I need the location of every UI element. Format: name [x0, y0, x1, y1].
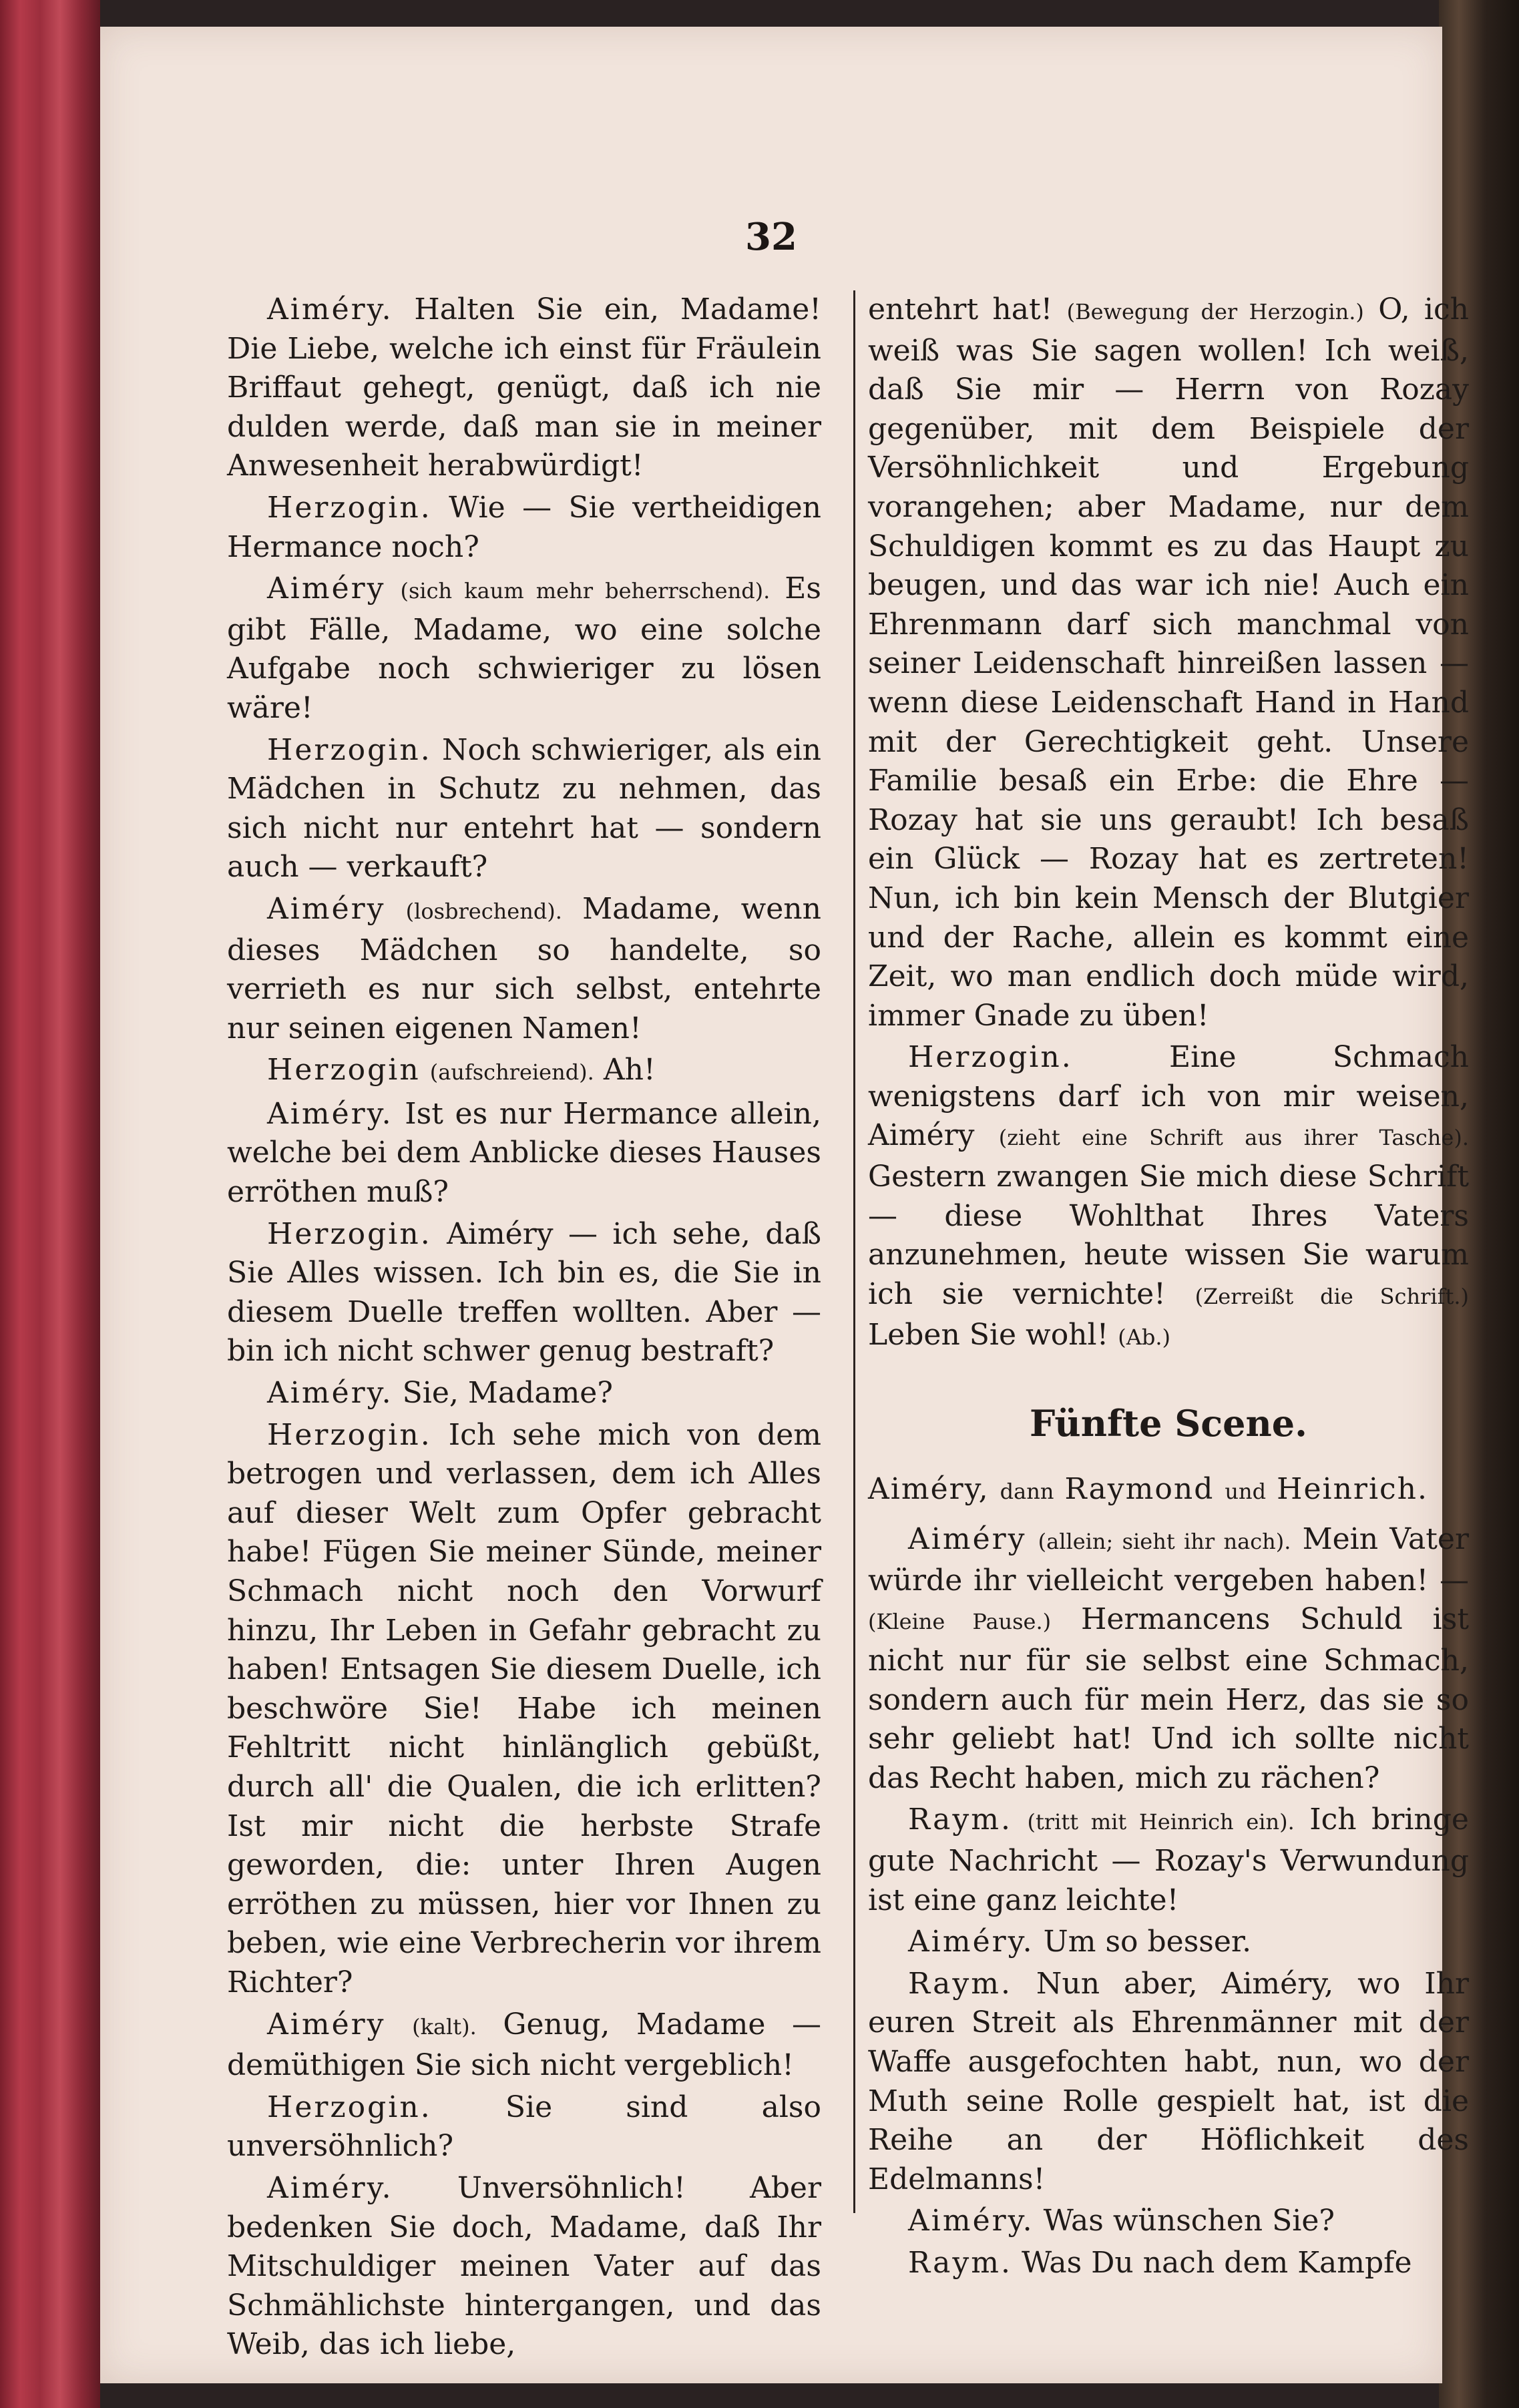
- stage-direction: (kalt).: [412, 2013, 477, 2039]
- cast-name: Aiméry,: [868, 1471, 990, 1506]
- dialogue-line: [227, 2005, 821, 2086]
- cast-conjunction: und: [1225, 1478, 1267, 1504]
- dialogue-line: [868, 1800, 1469, 1920]
- speaker-name: Aiméry: [908, 1522, 1027, 1557]
- dialogue-line: [227, 2169, 821, 2365]
- dialogue-text: Ist es nur Hermance allein, welche bei dem Anblicke dieses Hauses erröthen muß?: [227, 1096, 821, 1210]
- dialogue-text: Sie sind also unversöhnlich?: [227, 2090, 821, 2164]
- dialogue-line: [227, 569, 821, 728]
- dialogue-text: Aiméry — ich sehe, daß Sie Alles wissen. Ich bin es, die Sie in diesem Duelle treffen wollten. Aber — bin ich nicht schwer genug bestraft?: [227, 1216, 821, 1369]
- stage-direction: (zieht eine Schrift aus ihrer Tasche).: [998, 1125, 1469, 1151]
- dialogue-text: Noch schwieriger, als ein Mädchen in Schutz zu nehmen, das sich nicht nur entehrt hat — sondern auch — verkauft?: [227, 732, 821, 885]
- dialogue-line: [227, 1095, 821, 1212]
- dialogue-line: [227, 1416, 821, 2003]
- speaker-name: Herzogin.: [267, 2090, 432, 2124]
- dialogue-text: Um so besser.: [1043, 1925, 1252, 1959]
- page-paper: [100, 27, 1469, 2383]
- page-number: 32: [745, 215, 797, 259]
- dialogue-text: O, ich weiß was Sie sagen wollen! Ich weiß, daß Sie mir — Herrn von Rozay gegenüber, mit dem Beispiele der Versöhnlichkeit und Ergebung vorangehen; aber Madame, nur dem Schuldigen kommt es zu das Haupt zu beugen, und das war ich nie! Auch ein Ehrenmann darf sich manchmal von seiner Leidenschaft hinreißen lassen — wenn diese Leidenschaft Hand in Hand mit der Gerechtigkeit geht. Unsere Familie besaß ein Erbe: die Ehre — Rozay hat sie uns geraubt! Ich besaß ein Glück — Rozay hat es zertreten! Nun, ich bin kein Mensch der Blutgier und der Rache, allein es kommt eine Zeit, wo man endlich doch müde wird, immer Gnade zu üben!: [868, 292, 1469, 1033]
- stage-direction: (Kleine Pause.): [868, 1609, 1052, 1635]
- speaker-name: Aiméry: [267, 571, 386, 606]
- dialogue-line: [227, 731, 821, 887]
- column-divider: [853, 290, 855, 2213]
- speaker-name: Herzogin.: [267, 732, 432, 767]
- speaker-name: Aiméry.: [908, 1925, 1034, 1959]
- speaker-name: Aiméry.: [267, 1376, 393, 1411]
- stage-direction: (aufschreiend).: [429, 1059, 594, 1086]
- dialogue-text: Was Du nach dem Kampfe: [1021, 2245, 1412, 2280]
- dialogue-line: [227, 290, 821, 486]
- dialogue-line: [227, 1374, 821, 1413]
- dialogue-text: Ich sehe mich von dem betrogen und verlassen, dem ich Alles auf dieser Welt zum Opfer gebracht habe! Fügen Sie meiner Sünde, meiner Schmach nicht noch den Vorwurf hinzu, Ihr Leben in Gefahr gebracht zu haben! Entsagen Sie diesem Duelle, ich beschwöre Sie! Habe ich meinen Fehltritt nicht hinlänglich gebüßt, durch all' die Qualen, die ich erlitten? Ist mir nicht die herbste Strafe geworden, die: unter Ihren Augen erröthen zu müssen, hier vor Ihnen zu beben, wie eine Verbrecherin vor ihrem Richter?: [227, 1417, 821, 1999]
- left-column: [227, 290, 821, 2367]
- dialogue-line: [868, 2244, 1469, 2283]
- speaker-name: Aiméry: [267, 891, 386, 926]
- dialogue-line: [227, 1051, 821, 1092]
- speaker-name: Herzogin.: [267, 490, 432, 525]
- speaker-name: Aiméry: [267, 2007, 386, 2041]
- dialogue-text: Ich bringe gute Nachricht — Rozay's Verwundung ist eine ganz leichte!: [868, 1802, 1469, 1917]
- dialogue-continuation: [868, 290, 1469, 1035]
- cast-name: Heinrich.: [1277, 1471, 1428, 1506]
- dialogue-text: Hermancens Schuld ist nicht nur für sie selbst eine Schmach, sondern auch für mein Herz, das sie so sehr geliebt hat! Und ich sollte nicht das Recht haben, mich zu rächen?: [868, 1602, 1469, 1795]
- dialogue-line: [227, 1215, 821, 1371]
- speaker-name: Aiméry.: [267, 2170, 393, 2205]
- dialogue-line: [227, 890, 821, 1048]
- speaker-name: Herzogin.: [908, 1040, 1073, 1075]
- cast-name: Raymond: [1064, 1471, 1215, 1506]
- stage-direction: (sich kaum mehr beherrschend).: [400, 578, 771, 604]
- dialogue-text: Es gibt Fälle, Madame, wo eine solche Aufgabe noch schwieriger zu lösen wäre!: [227, 571, 821, 725]
- stage-direction: (Bewegung der Herzogin.): [1066, 299, 1364, 324]
- dialogue-text: Eine Schmach wenigstens darf ich von mir weisen, Aiméry: [868, 1040, 1469, 1153]
- dialogue-text: Leben Sie wohl!: [868, 1318, 1109, 1353]
- speaker-name: Raym.: [908, 1802, 1012, 1837]
- dialogue-text: Unversöhnlich! Aber bedenken Sie doch, Madame, daß Ihr Mitschuldiger meinen Vater auf das Schmählichste hintergangen, und das Weib, das ich liebe,: [227, 2170, 821, 2362]
- dialogue-text: Was wünschen Sie?: [1043, 2204, 1335, 2238]
- stage-direction: (losbrechend).: [405, 898, 562, 924]
- dialogue-line: [868, 1038, 1469, 1357]
- stage-direction: (allein; sieht ihr nach).: [1038, 1529, 1291, 1555]
- stage-direction: (tritt mit Heinrich ein).: [1027, 1809, 1295, 1835]
- right-column: [868, 290, 1469, 2286]
- dialogue-text: Gestern zwangen Sie mich diese Schrift — diese Wohlthat Ihres Vaters anzunehmen, heute wissen Sie warum ich sie vernichte!: [868, 1160, 1469, 1311]
- dialogue-text: Madame, wenn dieses Mädchen so handelte, so verrieth es nur sich selbst, entehrte nur seinen eigenen Namen!: [227, 891, 821, 1045]
- speaker-name: Aiméry.: [908, 2204, 1034, 2238]
- stage-direction: (Zerreißt die Schrift.): [1195, 1283, 1469, 1309]
- dialogue-line: [227, 489, 821, 567]
- cast-line: [868, 1470, 1469, 1511]
- speaker-name: Aiméry.: [267, 1096, 393, 1131]
- dialogue-line: [868, 1965, 1469, 2200]
- dialogue-text: entehrt hat!: [868, 292, 1053, 326]
- dialogue-text: Nun aber, Aiméry, wo Ihr euren Streit als Ehrenmänner mit der Waffe ausgefochten habt, nun, wo der Muth seine Rolle gespielt hat, ist die Reihe an der Höflichkeit des Edelmanns!: [868, 1966, 1469, 2196]
- book-edge-left: [0, 0, 100, 2408]
- dialogue-text: Wie — Sie vertheidigen Hermance noch?: [227, 490, 821, 564]
- dialogue-line: [868, 1520, 1469, 1798]
- dialogue-text: Sie, Madame?: [402, 1376, 613, 1411]
- speaker-name: Aiméry.: [267, 292, 393, 326]
- dialogue-line: [227, 2088, 821, 2166]
- speaker-name: Herzogin.: [267, 1417, 432, 1452]
- speaker-name: Herzogin: [267, 1053, 421, 1088]
- stage-direction: (Ab.): [1118, 1325, 1171, 1351]
- dialogue-line: [868, 2202, 1469, 2241]
- dialogue-line: [868, 1923, 1469, 1962]
- dialogue-text: Genug, Madame — demüthigen Sie sich nicht vergeblich!: [227, 2007, 821, 2083]
- speaker-name: Raym.: [908, 1966, 1012, 2001]
- dialogue-text: Halten Sie ein, Madame! Die Liebe, welche ich einst für Fräulein Briffaut gehegt, genügt, daß ich nie dulden werde, daß man sie in meiner Anwesenheit herabwürdigt!: [227, 292, 821, 483]
- scene-heading: Fünfte Scene.: [1030, 1402, 1307, 1445]
- dialogue-text: Ah!: [603, 1053, 656, 1088]
- cast-conjunction: dann: [1000, 1478, 1054, 1504]
- dialogue-text: Mein Vater würde ihr vielleicht vergeben haben! —: [868, 1522, 1469, 1598]
- speaker-name: Herzogin.: [267, 1216, 432, 1251]
- speaker-name: Raym.: [908, 2245, 1012, 2280]
